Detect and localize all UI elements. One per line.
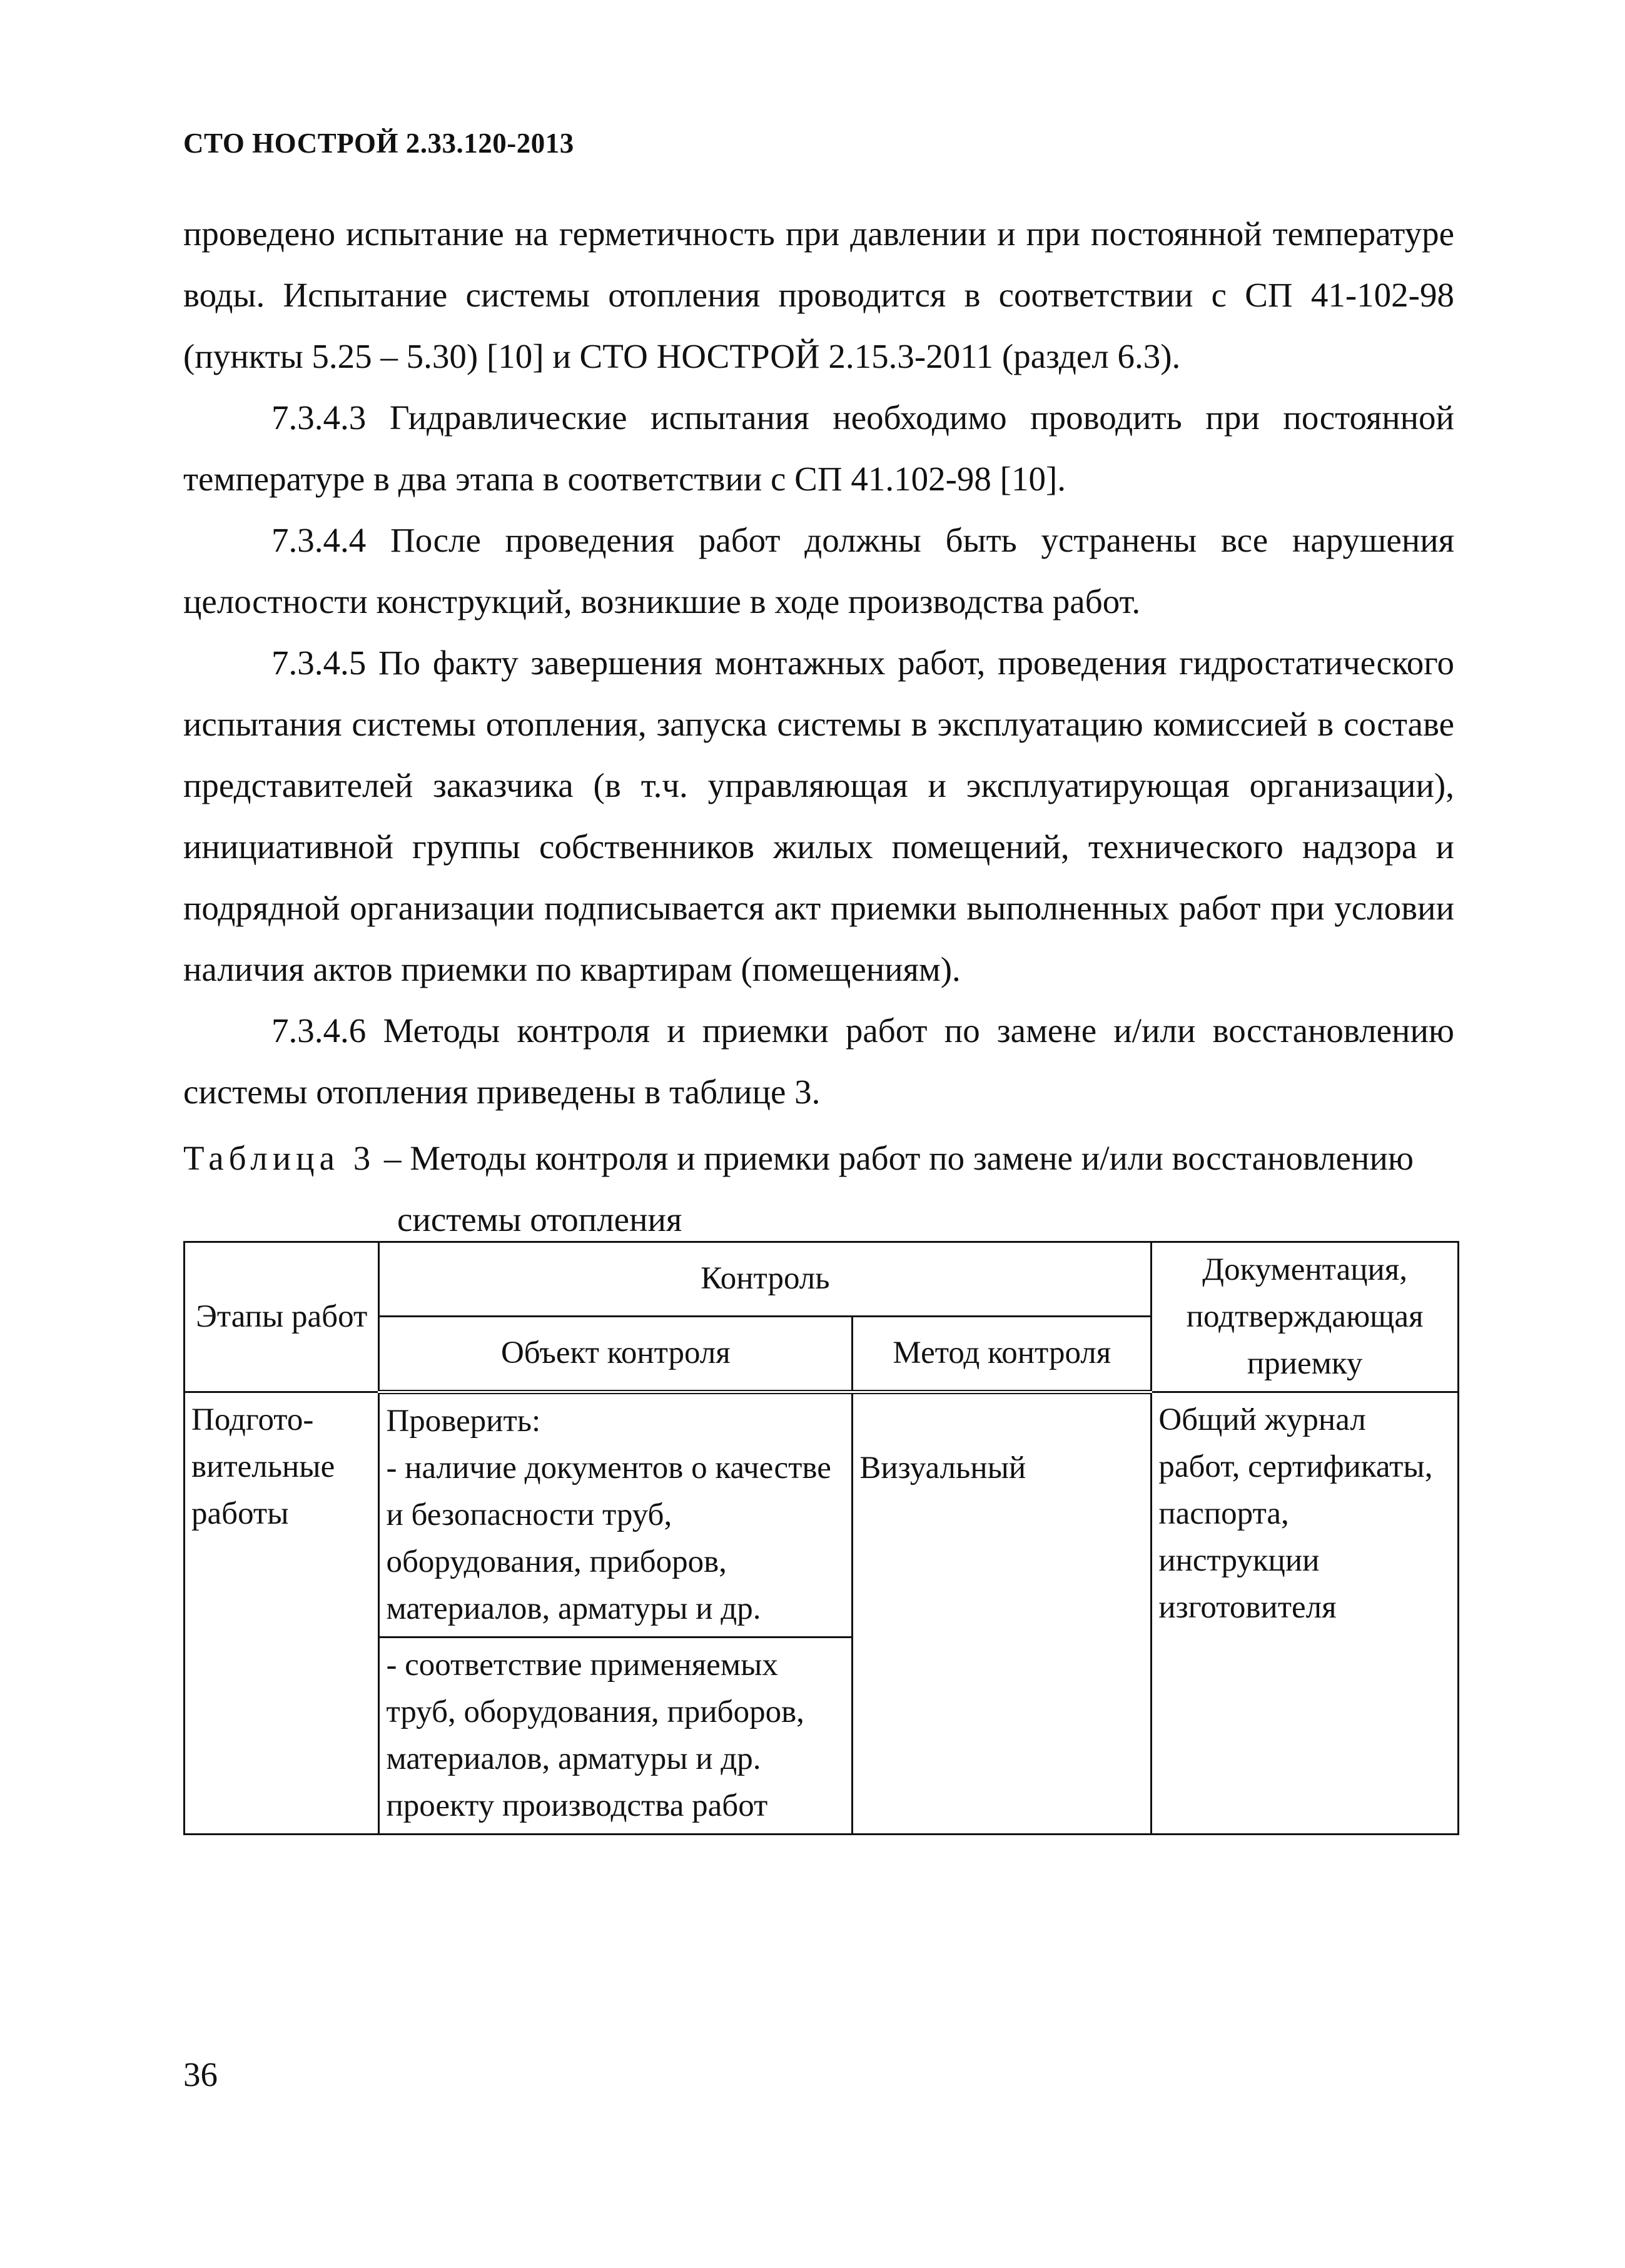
- cell-docs: Общий журнал работ, сертификаты, паспорта, инструкции изготовителя: [1152, 1392, 1459, 1835]
- table-caption-text: – Методы контроля и приемки работ по замене и/или восстановлению: [375, 1139, 1414, 1177]
- paragraph-7-3-4-3: 7.3.4.3 Гидравлические испытания необходимо проводить при постоянной температуре в два этапа в соответствии с СП 41.102-98 [10].: [183, 398, 1454, 498]
- table-caption: [183, 1128, 1459, 1250]
- cell-object-1: Проверить: - наличие документов о качестве и безопасности труб, оборудования, приборов, материалов, арматуры и др.: [379, 1392, 853, 1638]
- header-method: Метод контроля: [853, 1316, 1152, 1392]
- header-docs: Документация, подтверждающая приемку: [1152, 1242, 1459, 1392]
- paragraph-7-3-4-6: 7.3.4.6 Методы контроля и приемки работ по замене и/или восстановлению системы отопления приведены в таблице 3.: [183, 1011, 1454, 1111]
- cell-stage: Подгото-вительные работы: [185, 1392, 379, 1835]
- cell-method: Визуальный: [859, 1450, 1026, 1486]
- header-object: Объект контроля: [379, 1316, 853, 1392]
- body-text: [183, 203, 1454, 1123]
- document-header: СТО НОСТРОЙ 2.33.120-2013: [183, 128, 574, 159]
- header-control: Контроль: [379, 1242, 1152, 1317]
- paragraph-7-3-4-5: 7.3.4.5 По факту завершения монтажных работ, проведения гидростатического испытания системы отопления, запуска системы в эксплуатацию комиссией в составе представителей заказчика (в т.ч. управляющая и эксплуатирующая организации), инициативной группы собственников жилых помещений, технического надзора и подрядной организации подписывается акт приемки выполненных работ при условии наличия актов приемки по квартирам (помещениям).: [183, 644, 1454, 988]
- cell-method-wrap: [853, 1392, 1152, 1835]
- page-number: 36: [183, 2055, 218, 2093]
- control-methods-table: [183, 1241, 1459, 1835]
- table-caption-label: Таблица 3: [183, 1139, 376, 1177]
- table-row: [185, 1392, 1459, 1638]
- paragraph-continuation: проведено испытание на герметичность при давлении и при постоянной температуре воды. Испытание системы отопления проводится в соответствии с СП 41-102-98 (пункты 5.25 – 5.30) [10] и СТО НОСТРОЙ 2.15.3-2011 (раздел 6.3).: [183, 215, 1454, 375]
- table-caption-line2: системы отопления: [397, 1200, 682, 1238]
- cell-object-2: - соответствие применяемых труб, оборудования, приборов, материалов, арматуры и др. проекту производства работ: [379, 1638, 853, 1835]
- paragraph-7-3-4-4: 7.3.4.4 После проведения работ должны быть устранены все нарушения целостности конструкций, возникшие в ходе производства работ.: [183, 521, 1454, 620]
- header-stages: Этапы работ: [185, 1242, 379, 1392]
